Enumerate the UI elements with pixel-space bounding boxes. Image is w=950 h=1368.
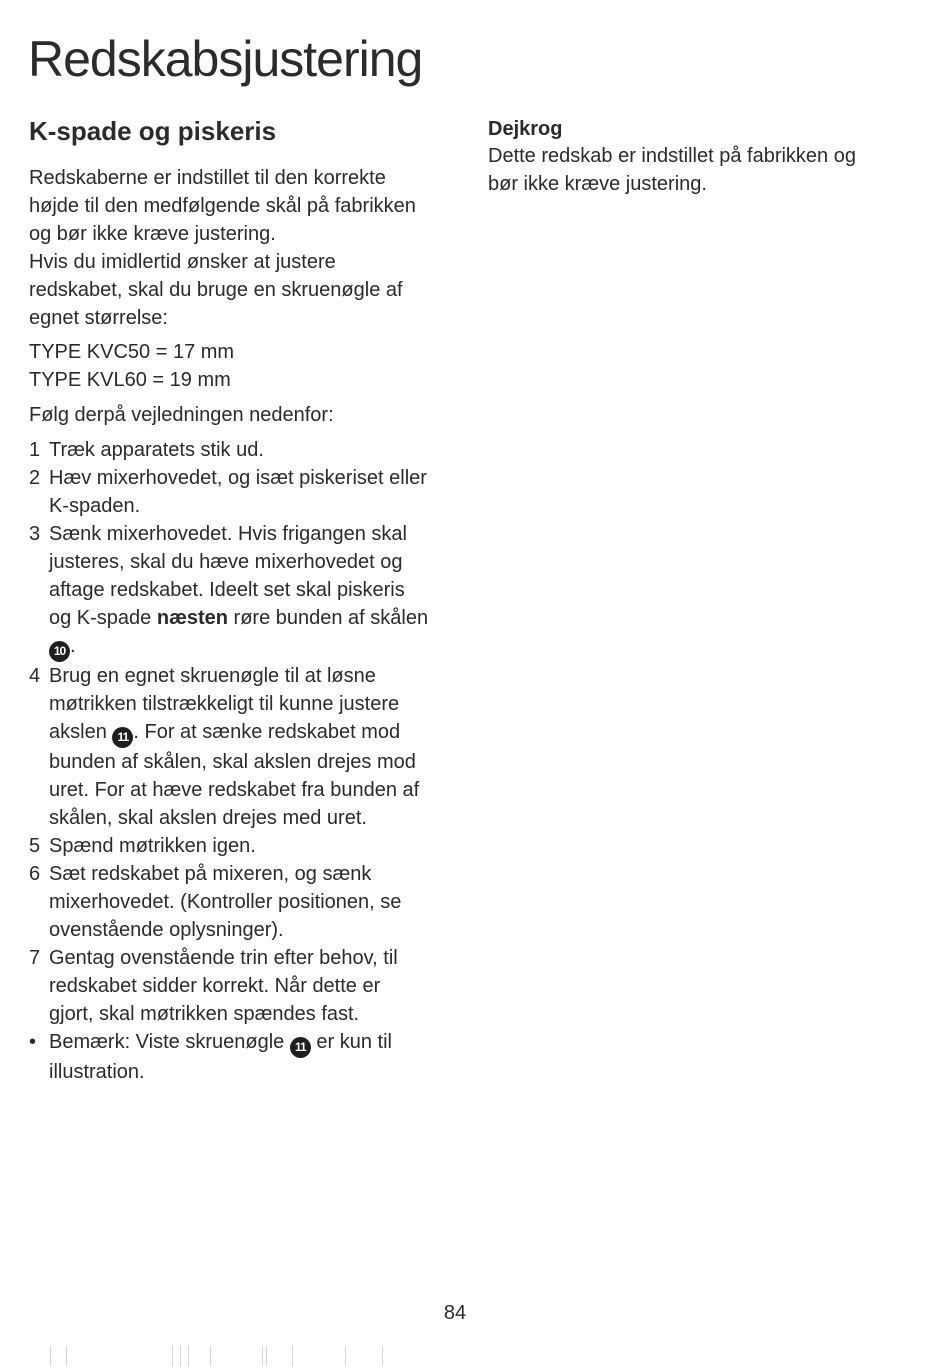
step-number: 2 bbox=[29, 467, 41, 489]
step-number: 6 bbox=[29, 863, 41, 885]
bullet-icon: • bbox=[29, 1031, 37, 1053]
emphasis-text: næsten bbox=[156, 607, 228, 629]
step-number: 7 bbox=[29, 947, 41, 969]
registration-mark bbox=[266, 1346, 267, 1366]
section-heading-k-spade: K-spade og piskeris bbox=[29, 116, 277, 146]
registration-mark bbox=[382, 1346, 383, 1366]
registration-mark bbox=[262, 1346, 263, 1366]
intro-paragraph-1: Redskaberne er indstillet til den korrekte højde til den medfølgende skål på fabrikken og bør ikke kræve justering. bbox=[29, 167, 416, 245]
reference-number-10-icon: 10 bbox=[49, 641, 70, 662]
registration-mark bbox=[345, 1346, 346, 1366]
note-text-part: er kun til illustration. bbox=[49, 1031, 392, 1083]
wrench-size-kvl60: TYPE KVL60 = 19 mm bbox=[29, 369, 231, 391]
page-title: Redskabsjustering bbox=[28, 31, 423, 87]
step-2 bbox=[29, 464, 429, 520]
registration-mark bbox=[172, 1346, 173, 1366]
note-text-part: Bemærk: Viste skruenøgle bbox=[49, 1031, 290, 1053]
step-7 bbox=[29, 944, 429, 1028]
intro-paragraph-2: Hvis du imidlertid ønsker at justere redskabet, skal du bruge en skruenøgle af egnet størrelse: bbox=[29, 251, 403, 329]
section-heading-dejkrog: Dejkrog bbox=[488, 118, 563, 140]
registration-mark bbox=[180, 1346, 181, 1366]
step-number: 4 bbox=[29, 665, 41, 687]
step-5 bbox=[29, 832, 429, 860]
step-text-part: Sænk mixerhovedet. Hvis frigangen skal justeres, skal du hæve mixerhovedet og aftage redskabet. Ideelt set skal piskeris og K-spade bbox=[49, 523, 407, 629]
footer-registration-marks bbox=[0, 1346, 950, 1368]
dejkrog-paragraph: Dette redskab er indstillet på fabrikken og bør ikke kræve justering. bbox=[488, 145, 856, 195]
step-text-part: . For at sænke redskabet mod bunden af skålen, skal akslen drejes mod uret. For at hæve redskabet fra bunden af skålen, skal akslen drejes med uret. bbox=[49, 721, 420, 829]
step-text: Gentag ovenstående trin efter behov, til redskabet sidder korrekt. Når dette er gjort, skal møtrikken spændes fast. bbox=[49, 947, 398, 1025]
page-number: 84 bbox=[443, 1302, 467, 1324]
reference-number-11-icon: 11 bbox=[112, 727, 133, 748]
registration-mark bbox=[188, 1346, 189, 1366]
step-3 bbox=[29, 520, 429, 662]
reference-number-11-icon: 11 bbox=[290, 1037, 311, 1058]
step-text: Træk apparatets stik ud. bbox=[49, 439, 264, 461]
step-text bbox=[49, 662, 429, 832]
wrench-sizes bbox=[29, 338, 429, 394]
step-4 bbox=[29, 662, 429, 832]
registration-mark bbox=[50, 1346, 51, 1366]
step-number: 5 bbox=[29, 835, 41, 857]
step-text: Hæv mixerhovedet, og isæt piskeriset eller K-spaden. bbox=[49, 467, 427, 517]
right-column bbox=[488, 116, 888, 198]
step-text: Sæt redskabet på mixeren, og sænk mixerhovedet. (Kontroller positionen, se ovenstående oplysninger). bbox=[49, 863, 402, 941]
step-text-part: . bbox=[70, 635, 76, 657]
step-text bbox=[49, 520, 429, 662]
note-item bbox=[29, 1028, 429, 1086]
step-text-part: røre bunden af skålen bbox=[227, 607, 429, 629]
wrench-size-kvc50: TYPE KVC50 = 17 mm bbox=[29, 341, 235, 363]
step-6 bbox=[29, 860, 429, 944]
step-text-part: Brug en egnet skruenøgle til at løsne møtrikken tilstrækkeligt til kunne justere akslen bbox=[49, 665, 400, 743]
registration-mark bbox=[292, 1346, 293, 1366]
left-column bbox=[29, 112, 429, 1086]
step-number: 1 bbox=[29, 439, 41, 461]
steps-list bbox=[29, 436, 429, 1086]
step-number: 3 bbox=[29, 523, 41, 545]
step-1 bbox=[29, 436, 429, 464]
registration-mark bbox=[66, 1346, 67, 1366]
follow-instructions: Følg derpå vejledningen nedenfor: bbox=[29, 404, 334, 426]
note-text bbox=[49, 1028, 429, 1086]
step-text: Spænd møtrikken igen. bbox=[49, 835, 256, 857]
registration-mark bbox=[210, 1346, 211, 1366]
